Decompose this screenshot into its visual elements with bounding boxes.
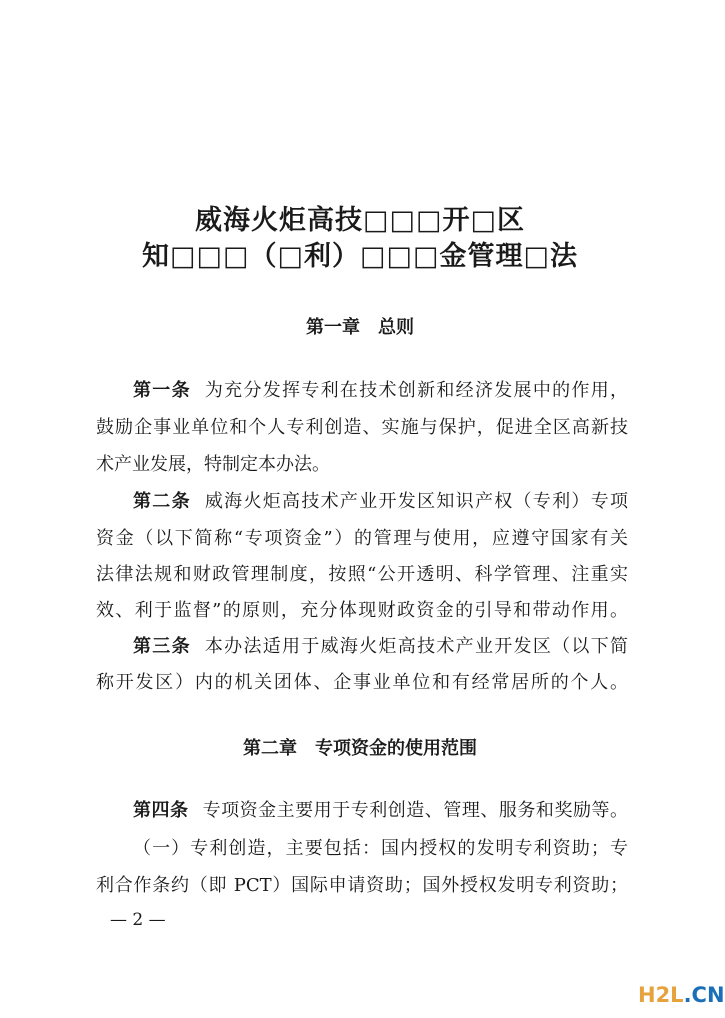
article-2-line-1: 第二条 威海火炬高技术产业开发区知识产权（专利）专项 bbox=[133, 491, 628, 512]
article-2-line-4: 效、利于监督”的原则，充分体现财政资金的引导和带动作用。 bbox=[96, 600, 628, 621]
article-3-line-2: 称开发区）内的机关团体、企事业单位和有经常居所的个人。 bbox=[96, 672, 628, 693]
article-1-label: 第一条 bbox=[133, 380, 191, 401]
watermark-part-1: H2L bbox=[638, 983, 684, 1007]
watermark-part-2: .CN bbox=[683, 983, 725, 1007]
article-4-line-2: （一）专利创造，主要包括：国内授权的发明专利资助；专 bbox=[133, 838, 628, 859]
article-2-line-2: 资金（以下简称“专项资金”）的管理与使用，应遵守国家有关 bbox=[96, 528, 628, 549]
article-3-line-1: 第三条 本办法适用于威海火炬高技术产业开发区（以下简 bbox=[133, 636, 628, 657]
article-4-line-1: 第四条 专项资金主要用于专利创造、管理、服务和奖励等。 bbox=[133, 800, 629, 821]
document-title-line-1: 威海火炬高技□□□开□区 bbox=[194, 205, 526, 236]
document-title-line-2: 知□□□（□利）□□□金管理□法 bbox=[141, 241, 579, 272]
article-1-line-3: 术产业发展，特制定本办法。 bbox=[96, 454, 330, 475]
article-2-label: 第二条 bbox=[133, 491, 191, 512]
article-1-line-1: 第一条 为充分发挥专利在技术创新和经济发展中的作用， bbox=[133, 380, 628, 401]
article-4-label: 第四条 bbox=[133, 800, 189, 821]
chapter-1-heading: 第一章 总则 bbox=[306, 317, 414, 338]
watermark-logo bbox=[638, 983, 725, 1007]
page-number: — 2 — bbox=[110, 910, 166, 930]
article-3-label: 第三条 bbox=[133, 636, 191, 657]
article-1-line-2: 鼓励企事业单位和个人专利创造、实施与保护，促进全区高新技 bbox=[96, 417, 628, 438]
chapter-2-heading: 第二章 专项资金的使用范围 bbox=[243, 738, 477, 759]
article-2-line-3: 法律法规和财政管理制度，按照“公开透明、科学管理、注重实 bbox=[96, 564, 628, 585]
article-4-line-3: 利合作条约（即 PCT）国际申请资助；国外授权发明专利资助； bbox=[96, 875, 628, 896]
